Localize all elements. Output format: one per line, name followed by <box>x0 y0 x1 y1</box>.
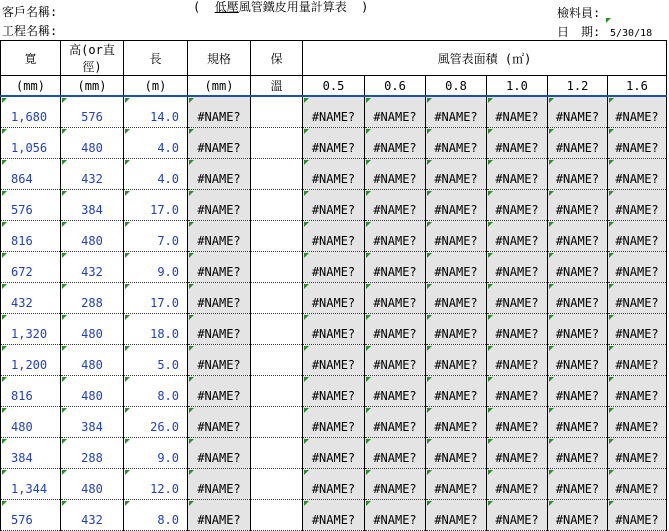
date-value: 5/30/18 <box>610 28 653 39</box>
area-cell[interactable]: #NAME? <box>548 159 608 190</box>
area-cell[interactable]: #NAME? <box>303 500 365 531</box>
area-cell[interactable]: #NAME? <box>365 283 426 314</box>
area-cell[interactable]: #NAME? <box>548 128 608 159</box>
table-row <box>1 96 667 128</box>
area-cell[interactable]: #NAME? <box>426 407 487 438</box>
col-height-unit[interactable]: (mm) <box>61 76 124 97</box>
area-cell[interactable]: #NAME? <box>426 96 487 128</box>
insulation-cell[interactable] <box>251 128 303 159</box>
area-cell[interactable]: #NAME? <box>487 190 548 221</box>
area-cell[interactable]: #NAME? <box>548 376 608 407</box>
col-thickness-0-5[interactable]: 0.5 <box>303 76 365 97</box>
area-cell[interactable]: #NAME? <box>548 345 608 376</box>
length-cell[interactable]: 8.0 <box>124 376 188 407</box>
table-row <box>1 469 667 500</box>
insulation-cell[interactable] <box>251 407 303 438</box>
sheet-title <box>193 0 368 14</box>
area-cell[interactable]: #NAME? <box>487 314 548 345</box>
title-open-paren: ( <box>193 0 201 14</box>
area-cell[interactable]: #NAME? <box>303 252 365 283</box>
area-cell[interactable]: #NAME? <box>487 438 548 469</box>
table-row <box>1 159 667 190</box>
spec-cell[interactable]: #NAME? <box>188 221 251 252</box>
area-cell[interactable]: #NAME? <box>365 96 426 128</box>
table-row <box>1 345 667 376</box>
area-cell[interactable]: #NAME? <box>426 283 487 314</box>
height-cell[interactable]: 288 <box>61 283 124 314</box>
area-cell[interactable]: #NAME? <box>608 345 667 376</box>
col-thickness-1-0[interactable]: 1.0 <box>487 76 548 97</box>
col-thickness-0-6[interactable]: 0.6 <box>365 76 426 97</box>
height-cell[interactable]: 480 <box>61 221 124 252</box>
date-label: 日 期: <box>557 25 601 39</box>
spec-cell[interactable]: #NAME? <box>188 469 251 500</box>
table-row <box>1 314 667 345</box>
project-name-label: 工程名稱: <box>2 24 58 38</box>
area-cell[interactable]: #NAME? <box>365 500 426 531</box>
area-cell[interactable]: #NAME? <box>487 128 548 159</box>
area-cell[interactable]: #NAME? <box>303 221 365 252</box>
col-thickness-1-2[interactable]: 1.2 <box>548 76 608 97</box>
col-length-header[interactable]: 長 <box>124 41 188 76</box>
insulation-cell[interactable] <box>251 469 303 500</box>
col-insulation-header-2[interactable]: 溫 <box>251 76 303 97</box>
area-cell[interactable]: #NAME? <box>426 314 487 345</box>
length-cell[interactable]: 26.0 <box>124 407 188 438</box>
area-cell[interactable]: #NAME? <box>426 438 487 469</box>
length-cell[interactable]: 17.0 <box>124 190 188 221</box>
area-cell[interactable]: #NAME? <box>608 407 667 438</box>
length-cell[interactable]: 4.0 <box>124 128 188 159</box>
area-cell[interactable]: #NAME? <box>365 345 426 376</box>
area-cell[interactable]: #NAME? <box>548 314 608 345</box>
area-cell[interactable]: #NAME? <box>303 438 365 469</box>
width-cell[interactable]: 1,320 <box>1 314 61 345</box>
area-cell[interactable]: #NAME? <box>608 438 667 469</box>
spec-cell[interactable]: #NAME? <box>188 283 251 314</box>
area-cell[interactable]: #NAME? <box>608 283 667 314</box>
area-cell[interactable]: #NAME? <box>608 252 667 283</box>
area-cell[interactable]: #NAME? <box>303 407 365 438</box>
area-cell[interactable]: #NAME? <box>548 500 608 531</box>
area-cell[interactable]: #NAME? <box>303 376 365 407</box>
height-cell[interactable]: 480 <box>61 345 124 376</box>
table-row <box>1 500 667 531</box>
area-cell[interactable]: #NAME? <box>548 469 608 500</box>
area-cell[interactable]: #NAME? <box>426 128 487 159</box>
length-cell[interactable]: 9.0 <box>124 438 188 469</box>
width-cell[interactable]: 384 <box>1 438 61 469</box>
width-cell[interactable]: 1,200 <box>1 345 61 376</box>
spec-cell[interactable]: #NAME? <box>188 128 251 159</box>
col-spec-header[interactable]: 規格 <box>188 41 251 76</box>
area-cell[interactable]: #NAME? <box>608 96 667 128</box>
area-cell[interactable]: #NAME? <box>548 96 608 128</box>
insulation-cell[interactable] <box>251 283 303 314</box>
length-cell[interactable]: 4.0 <box>124 159 188 190</box>
area-cell[interactable]: #NAME? <box>426 159 487 190</box>
checker-label: 檢料員: <box>557 6 601 20</box>
area-cell[interactable]: #NAME? <box>365 469 426 500</box>
area-cell[interactable]: #NAME? <box>608 128 667 159</box>
area-cell[interactable]: #NAME? <box>608 190 667 221</box>
spec-cell[interactable]: #NAME? <box>188 500 251 531</box>
table-row <box>1 128 667 159</box>
area-cell[interactable]: #NAME? <box>548 252 608 283</box>
area-cell[interactable]: #NAME? <box>548 438 608 469</box>
length-cell[interactable]: 12.0 <box>124 469 188 500</box>
area-cell[interactable]: #NAME? <box>487 159 548 190</box>
area-cell[interactable]: #NAME? <box>365 221 426 252</box>
area-cell[interactable]: #NAME? <box>426 190 487 221</box>
height-cell[interactable]: 384 <box>61 407 124 438</box>
duct-calc-table <box>0 40 667 531</box>
area-cell[interactable]: #NAME? <box>487 376 548 407</box>
width-cell[interactable]: 576 <box>1 190 61 221</box>
spec-cell[interactable]: #NAME? <box>188 438 251 469</box>
length-cell[interactable]: 17.0 <box>124 283 188 314</box>
width-cell[interactable]: 480 <box>1 407 61 438</box>
area-cell[interactable]: #NAME? <box>548 221 608 252</box>
col-thickness-1-6[interactable]: 1.6 <box>608 76 667 97</box>
col-width-unit[interactable]: (mm) <box>1 76 61 97</box>
length-cell[interactable]: 8.0 <box>124 500 188 531</box>
height-cell[interactable]: 432 <box>61 500 124 531</box>
insulation-cell[interactable] <box>251 96 303 128</box>
table-row <box>1 376 667 407</box>
area-cell[interactable]: #NAME? <box>608 221 667 252</box>
area-cell[interactable]: #NAME? <box>303 190 365 221</box>
area-cell[interactable]: #NAME? <box>487 252 548 283</box>
insulation-cell[interactable] <box>251 345 303 376</box>
area-cell[interactable]: #NAME? <box>303 345 365 376</box>
height-cell[interactable]: 432 <box>61 159 124 190</box>
height-cell[interactable]: 480 <box>61 376 124 407</box>
table-row <box>1 407 667 438</box>
height-cell[interactable]: 432 <box>61 252 124 283</box>
area-cell[interactable]: #NAME? <box>426 376 487 407</box>
area-cell[interactable]: #NAME? <box>365 438 426 469</box>
area-cell[interactable]: #NAME? <box>303 314 365 345</box>
area-cell[interactable]: #NAME? <box>426 500 487 531</box>
area-cell[interactable]: #NAME? <box>365 190 426 221</box>
height-cell[interactable]: 288 <box>61 438 124 469</box>
length-cell[interactable]: 7.0 <box>124 221 188 252</box>
width-cell[interactable]: 672 <box>1 252 61 283</box>
col-length-unit[interactable]: (m) <box>124 76 188 97</box>
area-cell[interactable]: #NAME? <box>426 345 487 376</box>
area-cell[interactable]: #NAME? <box>365 376 426 407</box>
width-cell[interactable]: 864 <box>1 159 61 190</box>
area-cell[interactable]: #NAME? <box>487 469 548 500</box>
area-cell[interactable]: #NAME? <box>608 159 667 190</box>
spec-cell[interactable]: #NAME? <box>188 376 251 407</box>
spec-cell[interactable]: #NAME? <box>188 252 251 283</box>
spec-cell[interactable]: #NAME? <box>188 159 251 190</box>
height-cell[interactable]: 384 <box>61 190 124 221</box>
col-spec-unit[interactable]: (mm) <box>188 76 251 97</box>
insulation-cell[interactable] <box>251 376 303 407</box>
area-cell[interactable]: #NAME? <box>548 407 608 438</box>
col-thickness-0-8[interactable]: 0.8 <box>426 76 487 97</box>
width-cell[interactable]: 1,680 <box>1 96 61 128</box>
spec-cell[interactable]: #NAME? <box>188 407 251 438</box>
area-cell[interactable]: #NAME? <box>303 469 365 500</box>
area-cell[interactable]: #NAME? <box>487 96 548 128</box>
area-cell[interactable]: #NAME? <box>303 128 365 159</box>
width-cell[interactable]: 432 <box>1 283 61 314</box>
col-width-header[interactable]: 寬 <box>1 41 61 76</box>
area-cell[interactable]: #NAME? <box>608 314 667 345</box>
table-row <box>1 190 667 221</box>
length-cell[interactable]: 9.0 <box>124 252 188 283</box>
insulation-cell[interactable] <box>251 500 303 531</box>
col-area-group-header[interactable]: 風管表面積 (㎡) <box>303 41 667 76</box>
insulation-cell[interactable] <box>251 221 303 252</box>
area-cell[interactable]: #NAME? <box>365 407 426 438</box>
height-cell[interactable]: 480 <box>61 314 124 345</box>
width-cell[interactable]: 816 <box>1 221 61 252</box>
area-cell[interactable]: #NAME? <box>303 96 365 128</box>
area-cell[interactable]: #NAME? <box>487 283 548 314</box>
width-cell[interactable]: 816 <box>1 376 61 407</box>
width-cell[interactable]: 1,056 <box>1 128 61 159</box>
spec-cell[interactable]: #NAME? <box>188 314 251 345</box>
insulation-cell[interactable] <box>251 159 303 190</box>
length-cell[interactable]: 5.0 <box>124 345 188 376</box>
area-cell[interactable]: #NAME? <box>426 221 487 252</box>
area-cell[interactable]: #NAME? <box>426 469 487 500</box>
area-cell[interactable]: #NAME? <box>365 252 426 283</box>
col-height-header[interactable]: 高(or直徑) <box>61 41 124 76</box>
insulation-cell[interactable] <box>251 190 303 221</box>
area-cell[interactable]: #NAME? <box>487 345 548 376</box>
width-cell[interactable]: 576 <box>1 500 61 531</box>
area-cell[interactable]: #NAME? <box>608 500 667 531</box>
customer-name-label: 客戶名稱: <box>2 5 58 19</box>
area-cell[interactable]: #NAME? <box>426 252 487 283</box>
col-insulation-header[interactable]: 保 <box>251 41 303 76</box>
width-cell[interactable]: 1,344 <box>1 469 61 500</box>
area-cell[interactable]: #NAME? <box>608 376 667 407</box>
table-row <box>1 438 667 469</box>
area-cell[interactable]: #NAME? <box>608 469 667 500</box>
area-cell[interactable]: #NAME? <box>487 500 548 531</box>
title-low-pressure: 低壓 <box>214 0 239 14</box>
length-cell[interactable]: 14.0 <box>124 96 188 128</box>
area-cell[interactable]: #NAME? <box>487 407 548 438</box>
area-cell[interactable]: #NAME? <box>365 128 426 159</box>
table-row <box>1 252 667 283</box>
height-cell[interactable]: 480 <box>61 128 124 159</box>
table-row <box>1 221 667 252</box>
title-text: 風管鐵皮用量計算表 <box>238 0 347 14</box>
area-cell[interactable]: #NAME? <box>365 159 426 190</box>
insulation-cell[interactable] <box>251 438 303 469</box>
insulation-cell[interactable] <box>251 314 303 345</box>
spec-cell[interactable]: #NAME? <box>188 190 251 221</box>
spec-cell[interactable]: #NAME? <box>188 345 251 376</box>
title-close-paren: ) <box>361 0 369 14</box>
length-cell[interactable]: 18.0 <box>124 314 188 345</box>
height-cell[interactable]: 576 <box>61 96 124 128</box>
area-cell[interactable]: #NAME? <box>548 283 608 314</box>
area-cell[interactable]: #NAME? <box>548 190 608 221</box>
area-cell[interactable]: #NAME? <box>303 283 365 314</box>
area-cell[interactable]: #NAME? <box>365 314 426 345</box>
table-body <box>1 96 667 531</box>
area-cell[interactable]: #NAME? <box>303 159 365 190</box>
area-cell[interactable]: #NAME? <box>487 221 548 252</box>
spec-cell[interactable]: #NAME? <box>188 96 251 128</box>
insulation-cell[interactable] <box>251 252 303 283</box>
table-row <box>1 283 667 314</box>
height-cell[interactable]: 480 <box>61 469 124 500</box>
comment-marker <box>606 18 611 23</box>
